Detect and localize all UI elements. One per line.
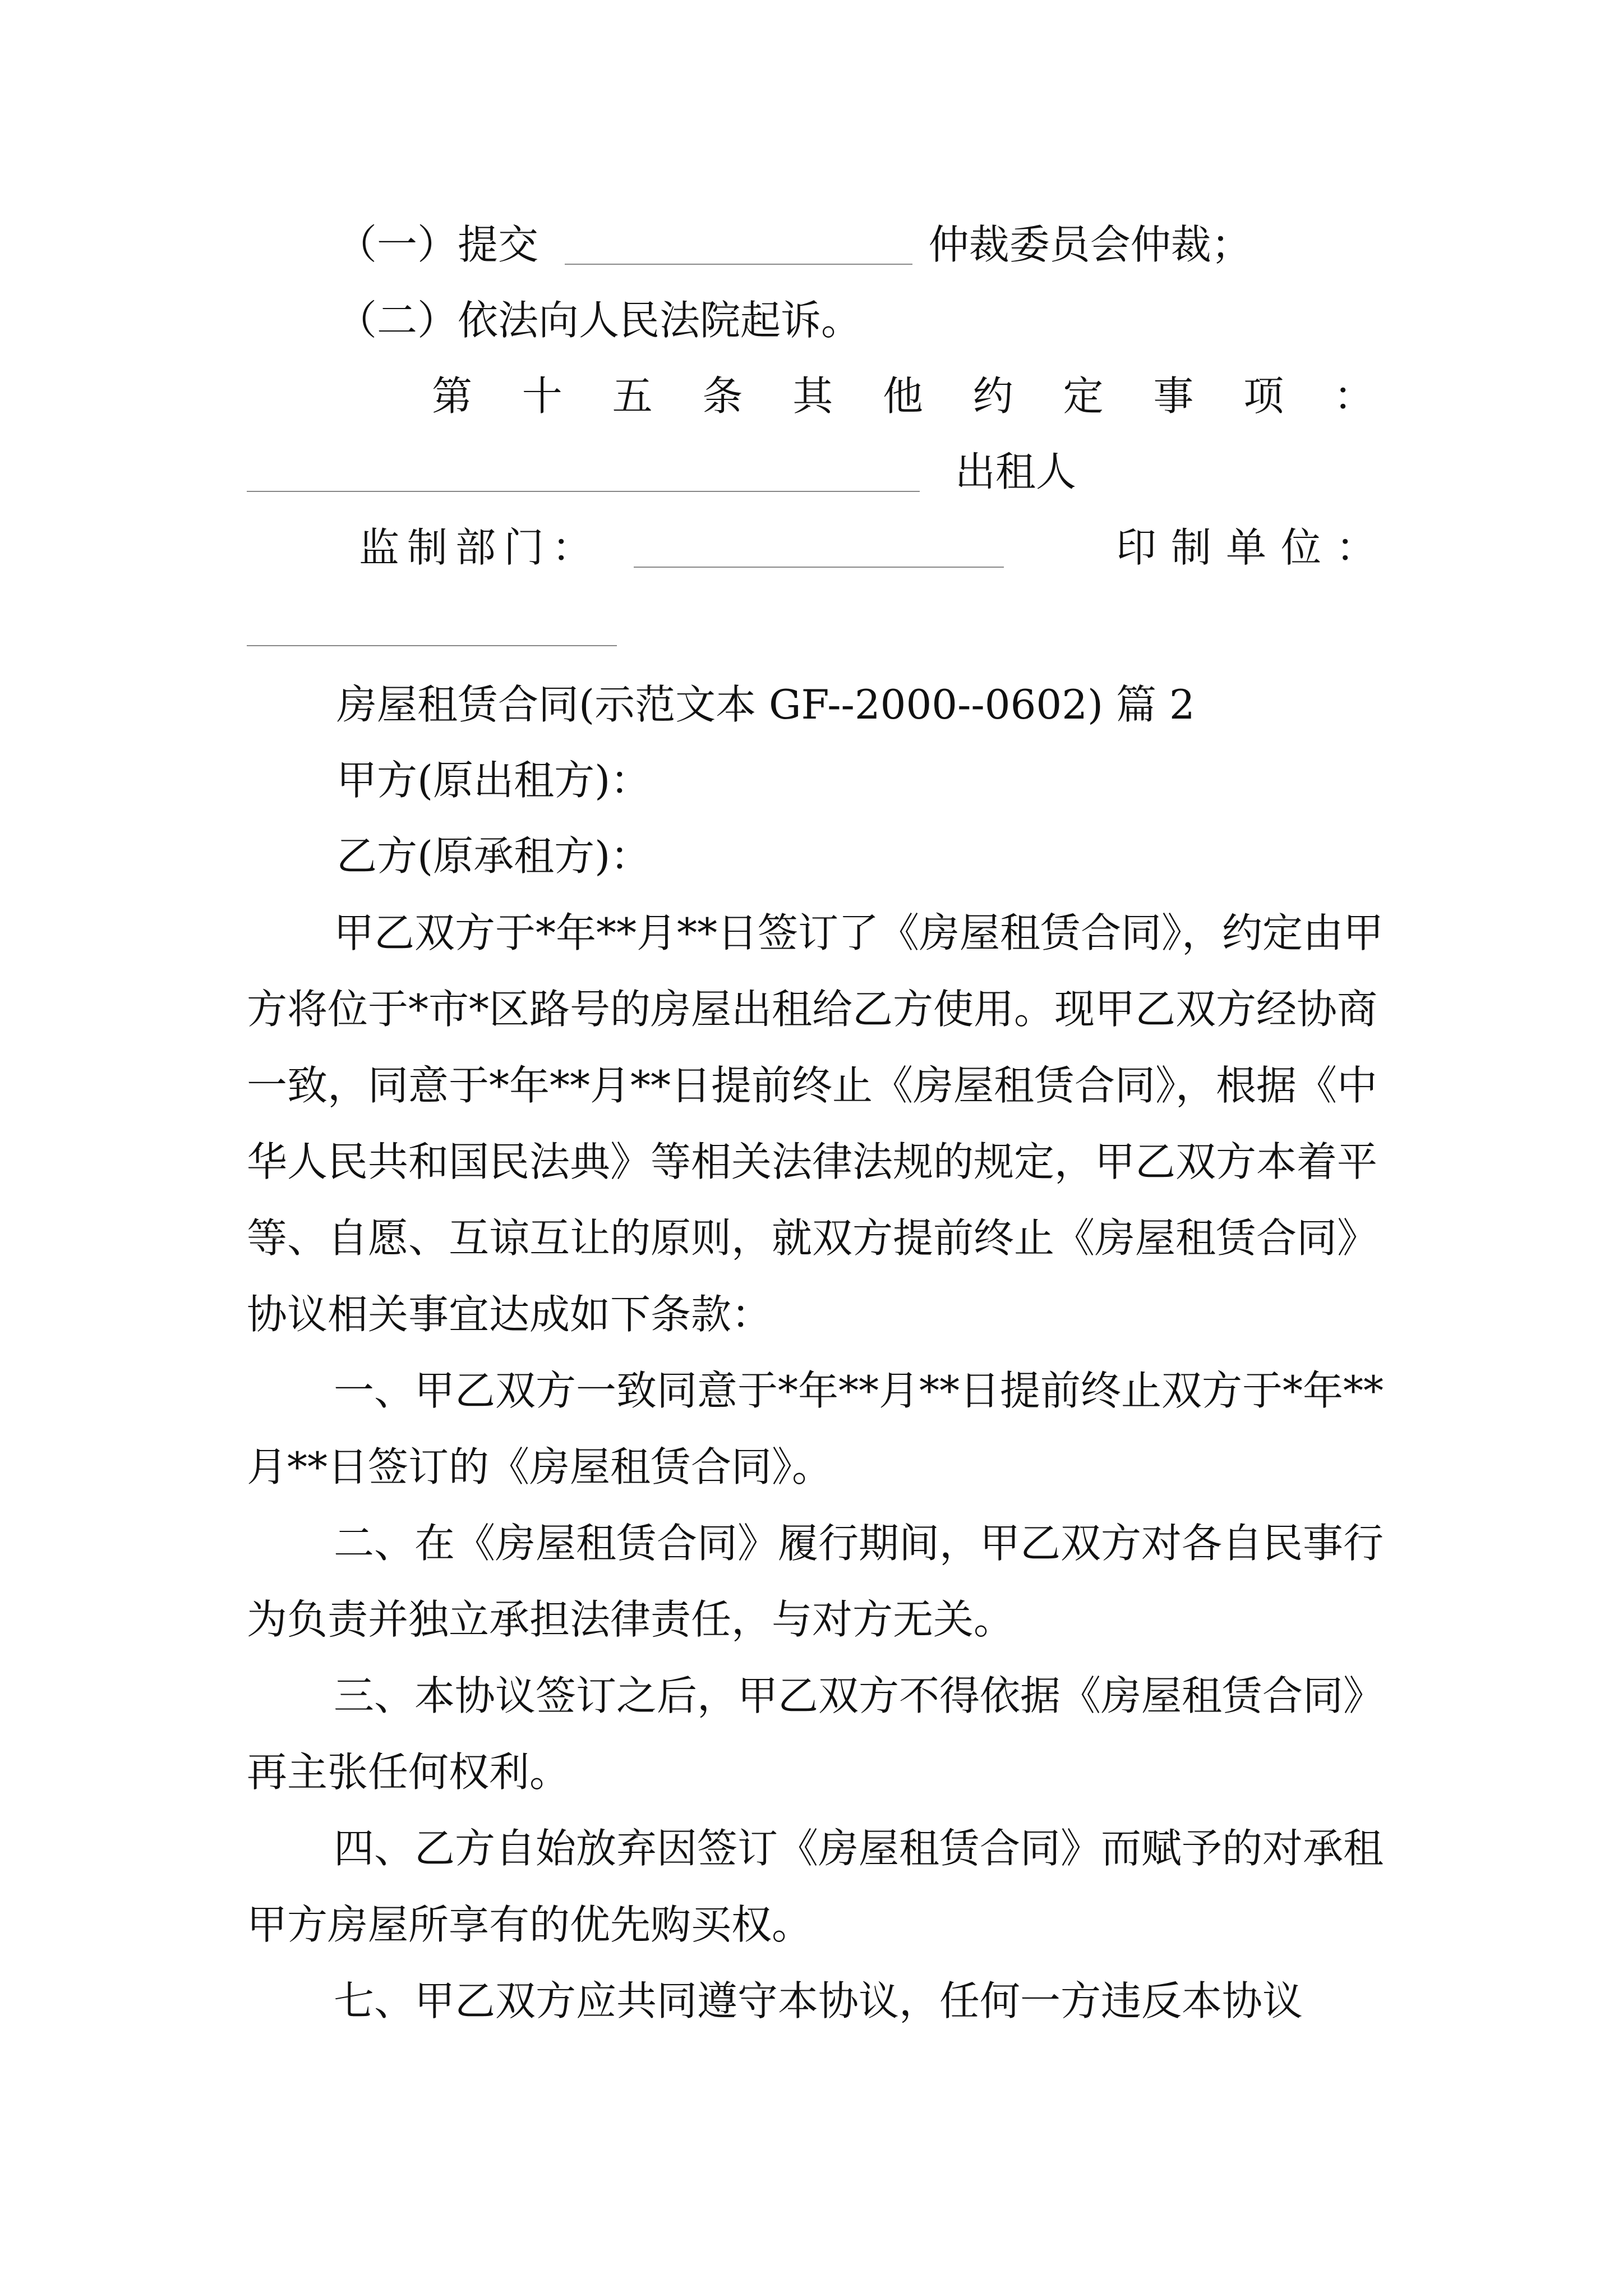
article-15-char: 定 (1063, 372, 1104, 420)
article-15-char: 其 (792, 372, 833, 420)
paragraph-clause-4: 四、乙方自始放弃因签订《房屋租赁合同》而赋予的对承租甲方房屋所享有的优先购买权。 (247, 1825, 1384, 1948)
paragraph-preamble: 甲乙双方于*年**月**日签订了《房屋租赁合同》，约定由甲方将位于*市*区路号的房屋出租给乙方使用。现甲乙双方经协商一致，同意于*年**月**日提前终止《房屋租赁合同》，根据《中华人民共和国民法典》等相关法律法规的规定，甲乙双方本着平等、自愿、互谅互让的原则，就双方提前终止《房屋租赁合同》协议相关事宜达成如下条款： (247, 909, 1384, 1338)
printer-blank (247, 639, 617, 646)
supervisor-label: 监制部门： (359, 524, 601, 571)
arbitration-suffix: 仲裁委员会仲裁； (928, 221, 1252, 268)
article-15-char: 十 (522, 372, 562, 420)
document-title: 房屋租赁合同(示范文本 GF--2000--0602) 篇 2 (336, 681, 1195, 728)
paragraph-clause-1: 一、甲乙双方一致同意于*年**月**日提前终止双方于*年**月**日签订的《房屋租赁合同》。 (247, 1367, 1384, 1490)
arbitration-clause (336, 221, 1252, 268)
other-matters-blank (247, 485, 920, 492)
article-15-char: 项 (1243, 372, 1284, 420)
arbitration-prefix: （一）提交 (336, 221, 539, 268)
article-15-char: 约 (972, 372, 1013, 420)
paragraph-clause-3: 三、本协议签订之后，甲乙双方不得依据《房屋租赁合同》再主张任何权利。 (247, 1672, 1384, 1796)
supervisor-blank (634, 561, 1004, 568)
lessor-label: 出租人 (955, 448, 1076, 495)
article-15-char: 第 (432, 372, 473, 420)
article-15-char: 五 (612, 372, 653, 420)
agreement-body (247, 895, 1385, 2039)
arbitration-blank (565, 258, 912, 265)
lessor-line (247, 448, 1076, 495)
article-15-char: 事 (1153, 372, 1194, 420)
litigation-clause: （二）依法向人民法院起诉。 (336, 297, 862, 344)
paragraph-clause-7: 七、甲乙双方应共同遵守本协议，任何一方违反本协议 (334, 1977, 1303, 2024)
printer-label: 印制单位： (1116, 524, 1391, 571)
article-15-char: ： (1333, 372, 1374, 420)
article-15-char: 他 (882, 372, 923, 420)
article-15-heading (432, 372, 1374, 420)
party-b: 乙方(原承租方)： (336, 832, 651, 880)
article-15-char: 条 (702, 372, 743, 420)
paragraph-clause-2: 二、在《房屋租赁合同》履行期间，甲乙双方对各自民事行为负责并独立承担法律责任，与对方无关。 (247, 1520, 1384, 1643)
party-a: 甲方(原出租方)： (336, 757, 651, 804)
